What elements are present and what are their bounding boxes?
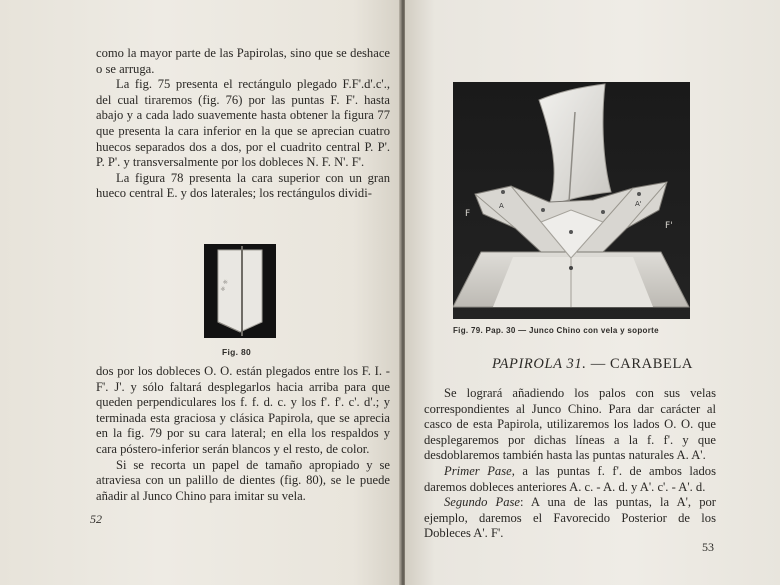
paragraph: La fig. 75 presenta el rectángulo plegado F.F'.d'.c'., del cual tiraremos (fig. 76) por las puntas F. F'. hasta abajo y a cada lado suavemente hasta obtener la figura 77 que presenta la cara inferior en la que se aprecian cuatro huecos separados dos a dos, por el cuadrito central P. P'. P. P'. y transversalmente por los dobleces N. F. N'. F'.: [96, 77, 390, 170]
figure-label-a-prime: A': [635, 200, 642, 208]
left-text-bottom: [96, 364, 390, 504]
left-text-top: [96, 46, 390, 202]
figure-80-image: [204, 244, 276, 338]
paragraph: Si se recorta un papel de tamaño apropiado y se atraviesa con un palillo de dientes (fig. 80), se le puede añadir al Junco Chino para imitar su vela.: [96, 457, 390, 503]
paragraph: dos por los dobleces O. O. están plegados entre los F. I. - F'. J'. y sólo faltará desplegarlos hacia arriba para que queden perpendiculares los f. f. d. c. y los f'. f'. c'. d'.; y terminada esta graciosa y clásica Papirola, que se aprecia en la fig. 79 por su cara lateral; en ella los respaldos y cara póstero-inferior serán blancos y el resto, de color.: [96, 364, 390, 456]
paragraph: La figura 78 presenta la cara superior con un gran hueco central E. y dos laterales; los rectángulos dividi-: [96, 170, 390, 201]
paragraph-label: Primer Pase: [444, 463, 512, 478]
figure-label-f-prime: F': [665, 221, 673, 231]
section-heading: [405, 356, 780, 373]
page-number-left: 52: [90, 512, 102, 526]
heading-title: PAPIROLA 31.: [492, 356, 587, 372]
figure-label-a: A: [499, 202, 504, 210]
figure-80-caption: Fig. 80: [222, 347, 252, 357]
figure-label-f: F: [465, 209, 471, 219]
paragraph-label: Segundo Pase: [444, 495, 520, 510]
figure-79-image: [453, 82, 690, 319]
paragraph-text: : A una de las puntas, la A', por ejemplo, daremos el Favorecido Posterior de los Dobleces A'. F'.: [424, 495, 716, 541]
paragraph: [424, 495, 716, 542]
paragraph: [424, 464, 716, 495]
right-text: [424, 386, 716, 542]
paragraph: Se logrará añadiendo los palos con sus velas correspondientes al Junco Chino. Para dar carácter al casco de esta Papirola, utilizaremos los lados O. O. que desplegaremos por dichas líneas a la f. f'. y que desdoblaremos también hasta las puntas naturales A. A'.: [424, 386, 716, 463]
svg-text:☼ ☼: ☼ ☼: [219, 278, 231, 293]
heading-subtitle: — CARABELA: [586, 356, 693, 372]
paragraph: como la mayor parte de las Papirolas, sino que se deshace o se arruga.: [96, 46, 390, 76]
page-number-right: 53: [702, 540, 714, 554]
figure-79-caption: Fig. 79. Pap. 30 — Junco Chino con vela y soporte: [453, 326, 659, 335]
paragraph-text: , a las puntas f. f'. de ambos lados daremos dobleces anteriores A. c. - A. d. y A'. c'. - A'. d.: [424, 463, 716, 494]
